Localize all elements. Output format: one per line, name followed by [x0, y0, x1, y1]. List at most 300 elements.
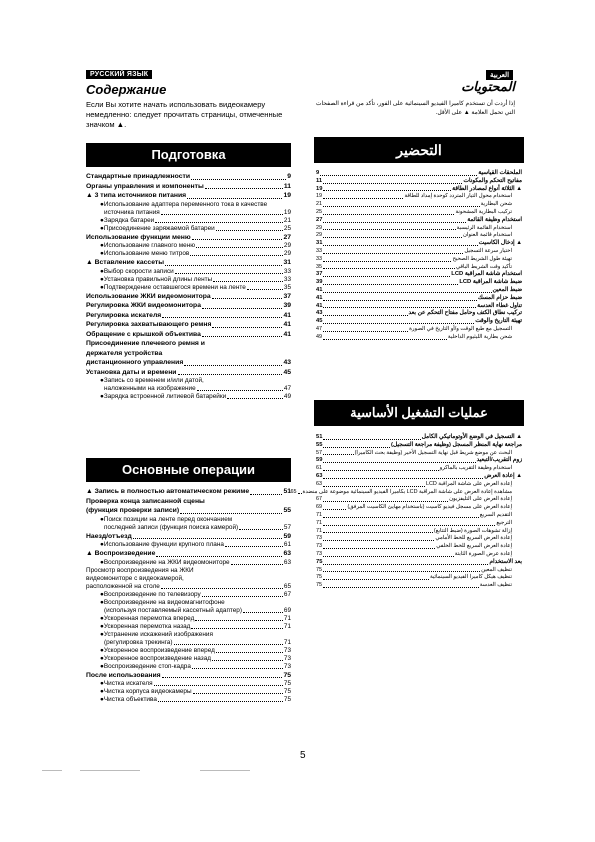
toc-entry — [86, 583, 291, 591]
toc-entry — [86, 268, 291, 276]
toc-entry — [86, 599, 291, 607]
toc-dot-leader — [320, 175, 477, 176]
toc-entry — [86, 191, 291, 201]
toc-entry — [316, 512, 522, 520]
toc-entry — [86, 377, 291, 385]
toc-entry-title: تنظيف المعين — [481, 566, 512, 573]
toc-entry — [86, 497, 291, 507]
toc-entry-title: (регулировка трекинга) — [104, 638, 173, 646]
toc-dot-leader — [161, 588, 283, 589]
toc-dot-leader — [323, 292, 491, 293]
toc-entry-title: Просмотр воспроизведения на ЖКИ — [86, 566, 194, 574]
toc-page-number: 73 — [283, 662, 291, 670]
toc-entry — [316, 520, 522, 528]
toc-entry-title: После использования — [86, 671, 161, 679]
toc-entry-title: مشاهدة إعادة العرض على شاشة المراقبة LCD بكاميرا الفيديو السينمائية موضوعة على منضدة — [302, 488, 512, 495]
toc-page-number: 51 — [283, 488, 291, 495]
toc-page-number: 31 — [283, 259, 291, 266]
toc-page-number: 67 — [283, 590, 291, 598]
toc-entry — [86, 201, 291, 209]
toc-entry-title: ▲ 3 типа источников питания — [86, 192, 187, 199]
toc-dot-leader — [197, 390, 283, 391]
toc-entry — [86, 647, 291, 655]
toc-entry-title: видеомониторе с видеокамерой, — [86, 574, 184, 582]
toc-entry-title: ●Ускоренное воспроизведение вперед — [100, 646, 215, 654]
toc-entry — [316, 465, 522, 473]
toc-page-number: 49 — [283, 393, 291, 400]
toc-dot-leader — [323, 462, 475, 463]
toc-page-number: 61 — [283, 541, 291, 548]
toc-entry — [86, 680, 291, 688]
toc-page-number: 71 — [316, 519, 322, 526]
toc-dot-leader — [323, 268, 455, 269]
toc-page-number: 75 — [316, 566, 322, 573]
toc-page-number: 9 — [287, 173, 291, 180]
toc-entry — [316, 178, 522, 186]
toc-entry-title: ▲ إعادة العرض — [484, 472, 522, 479]
toc-dot-leader — [205, 188, 283, 189]
toc-page-number: 39 — [316, 279, 323, 286]
toc-dot-leader — [323, 206, 480, 207]
toc-entry — [86, 688, 291, 696]
toc-dot-leader — [323, 439, 420, 440]
toc-page-number: 33 — [283, 275, 291, 283]
toc-entry — [86, 623, 291, 631]
toc-entry-title: إعادة العرض السريع للخط الأمامي — [435, 535, 512, 542]
toc-dot-leader — [323, 198, 403, 199]
toc-page-number: 19 — [316, 193, 322, 200]
toc-entry — [86, 696, 291, 704]
toc-entry-title: الترجيع — [496, 519, 512, 526]
toc-entry-title: Проверка конца записанной сцены — [86, 497, 205, 505]
toc-dot-leader — [202, 308, 282, 309]
toc-entry — [86, 516, 291, 524]
toc-dot-leader — [178, 374, 283, 375]
toc-entry — [86, 615, 291, 623]
toc-dot-leader — [212, 298, 283, 299]
toc-entry — [86, 541, 291, 549]
toc-entry — [316, 232, 522, 240]
toc-page-number: 25 — [283, 224, 291, 232]
toc-page-number: 41 — [283, 330, 291, 338]
toc-dot-leader — [323, 331, 408, 332]
toc-entry-title: استخدام وظيفة التقريب بالماكرو — [439, 465, 512, 472]
toc-entry-title: ●Выбор скорости записи — [100, 267, 174, 275]
toc-page-number: 37 — [316, 271, 323, 278]
toc-page-number: 55 — [283, 507, 291, 514]
toc-dot-leader — [165, 265, 282, 266]
toc-entry — [316, 326, 522, 334]
toc-dot-leader — [323, 564, 488, 565]
toc-dot-leader — [175, 273, 283, 274]
toc-page-number: 11 — [316, 177, 323, 184]
toc-page-number: 47 — [316, 325, 322, 332]
toc-entry-title: ●Зарядка батареи — [100, 216, 155, 224]
toc-entry — [316, 551, 522, 559]
toc-entry-title: ●Установка правильной длины ленты — [100, 275, 213, 283]
toc-entry — [86, 250, 291, 258]
toc-dot-leader — [196, 247, 283, 248]
toc-page-number: 63 — [283, 550, 291, 557]
toc-dot-leader — [298, 493, 302, 494]
toc-entry-title: شحن بطارية الليثيوم الداخلية — [447, 333, 512, 340]
toc-dot-leader — [323, 454, 354, 455]
toc-entry — [316, 504, 522, 512]
toc-entry-title: ▲ التسجيل في الوضع الأوتوماتيكي الكامل — [421, 434, 522, 440]
toc-page-number: 37 — [283, 292, 291, 300]
toc-arabic-basic-operations — [290, 434, 522, 590]
toc-entry — [86, 549, 291, 559]
toc-entry-title: الملحقات القياسية — [478, 170, 522, 176]
intro-text-arabic: إذا أردت أن تستخدم كاميرا الفيديو السينمائية على الفور، تأكد من قراءة الصفحات التي تحمل العلامة ▲ على الأقل. — [315, 101, 515, 116]
toc-dot-leader — [155, 222, 283, 223]
toc-entry — [86, 182, 291, 192]
toc-entry-title: ●Зарядка встроенной литиевой батарейки — [100, 393, 227, 400]
toc-entry-title: Использование функции меню — [86, 233, 191, 241]
toc-page-number: 19 — [283, 192, 291, 199]
section-banner-preparation: Подготовка — [86, 143, 291, 167]
toc-entry-title: تركيب البطارية المشحونة — [455, 208, 512, 215]
toc-dot-leader — [323, 447, 390, 448]
toc-entry-title: Присоединение плечевого ремня и — [86, 340, 205, 347]
toc-dot-leader — [239, 529, 283, 530]
toc-entry-title: ●Чистка искателя — [100, 680, 153, 687]
toc-dot-leader — [323, 307, 476, 308]
toc-entry-title: Установка даты и времени — [86, 368, 177, 376]
toc-dot-leader — [323, 501, 448, 502]
toc-entry — [86, 487, 291, 497]
intro-text-russian: Если Вы хотите начать использовать видеокамеру немедленно: следует прочитать страницы, отмеченные значком ▲. — [86, 100, 283, 129]
toc-entry-title: استخدام القائمة الرئيسية — [456, 224, 512, 231]
toc-dot-leader — [174, 644, 283, 645]
toc-dot-leader — [190, 255, 283, 256]
toc-dot-leader — [323, 284, 458, 285]
toc-entry — [86, 655, 291, 663]
toc-page-number: 33 — [316, 255, 322, 262]
toc-entry — [86, 330, 291, 340]
toc-page-number: 59 — [316, 457, 323, 464]
toc-page-number: 35 — [316, 263, 322, 270]
toc-entry-title: إعادة العرض على مسجل فيديو كاسيت (باستخدام مهايئ الكاسيت المرفق) — [347, 504, 512, 511]
toc-entry — [86, 393, 291, 401]
toc-entry-title: اختيار سرعة التسجيل — [464, 247, 512, 254]
toc-page-number: 45 — [283, 368, 291, 376]
toc-entry-title: дистанционного управления — [86, 359, 184, 366]
toc-page-number: 41 — [316, 302, 323, 309]
toc-page-number: 19 — [316, 185, 323, 192]
toc-entry — [86, 639, 291, 647]
toc-entry-title: ●Присоединение заряжаемой батареи — [100, 224, 215, 232]
toc-dot-leader — [162, 677, 283, 678]
toc-entry — [86, 532, 291, 542]
toc-entry-title: ●Воспроизведение по телевизору — [100, 590, 201, 598]
toc-entry — [86, 284, 291, 292]
toc-page-number: 43 — [316, 310, 323, 317]
toc-page-number: 39 — [283, 302, 291, 309]
toc-page-number: 11 — [283, 182, 291, 190]
toc-dot-leader — [323, 587, 479, 588]
toc-entry — [86, 242, 291, 250]
toc-page-number: 55 — [316, 441, 323, 448]
page-title-arabic: المحتويات — [461, 80, 515, 95]
toc-entry-title: ▲ Вставление кассеты — [86, 259, 165, 266]
toc-entry — [316, 582, 522, 590]
toc-entry-title: تناول غطاء العدسة — [477, 302, 522, 309]
toc-page-number: 63 — [316, 472, 323, 479]
toc-entry-title: ●Ускоренная перемотка назад — [100, 622, 191, 630]
toc-entry — [316, 248, 522, 256]
toc-entry-title: استخدام شاشة المراقبة LCD — [451, 271, 522, 278]
toc-dot-leader — [323, 261, 451, 262]
toc-entry-title: ●Подтверждение оставшегося времени на ленте — [100, 283, 246, 291]
toc-page-number: 27 — [316, 216, 323, 223]
toc-entry — [86, 591, 291, 599]
toc-entry-title: Обращение с крышкой объектива — [86, 330, 201, 338]
toc-entry-title: زوم التقريب/التبعيد — [476, 457, 522, 464]
toc-entry-title: расположенной на столе — [86, 582, 160, 590]
toc-entry-title: تنظيف هيكل كاميرا الفيديو السينمائية — [429, 574, 512, 581]
toc-entry — [316, 225, 522, 233]
toc-entry — [316, 287, 522, 295]
toc-dot-leader — [323, 478, 483, 479]
toc-page-number: 59 — [283, 532, 291, 540]
toc-russian-preparation — [86, 172, 291, 401]
toc-page-number: 61 — [316, 465, 322, 472]
toc-dot-leader — [247, 289, 283, 290]
toc-entry-title: ●Воспроизведение на ЖКИ видеомониторе — [100, 558, 230, 566]
toc-dot-leader — [323, 339, 447, 340]
toc-entry — [316, 334, 522, 342]
toc-entry — [86, 276, 291, 284]
toc-entry — [86, 663, 291, 671]
toc-entry-title: التسجيل مع طبع الوقت و/أو التاريخ في الصورة — [409, 325, 512, 332]
toc-entry — [86, 385, 291, 393]
toc-dot-leader — [323, 222, 466, 223]
toc-page-number: 69 — [316, 504, 322, 511]
toc-dot-leader — [133, 538, 283, 539]
toc-page-number: 75 — [316, 558, 323, 565]
toc-entry — [316, 256, 522, 264]
toc-dot-leader — [184, 365, 282, 366]
toc-entry — [86, 368, 291, 378]
toc-entry-title: إعادة عرض الصورة الثابتة — [454, 550, 512, 557]
toc-page-number: 21 — [283, 216, 291, 224]
toc-entry — [86, 358, 291, 368]
toc-entry-title: ●Чистка объектива — [100, 696, 157, 703]
toc-entry-title: تنظيف العدسة — [479, 582, 512, 589]
toc-page-number: 75 — [283, 688, 291, 695]
toc-entry-title: ●Ускоренная перемотка вперед — [100, 614, 195, 622]
toc-page-number: 35 — [283, 283, 291, 291]
toc-dot-leader — [323, 315, 407, 316]
toc-page-number: 9 — [316, 170, 320, 176]
toc-entry-title: держателя устройства — [86, 349, 163, 357]
toc-entry-title: источника питания — [104, 208, 160, 216]
toc-dot-leader — [216, 230, 283, 231]
toc-dot-leader — [225, 546, 283, 547]
toc-entry-title: последней записи (функция поиска камерой) — [104, 523, 239, 531]
toc-entry — [316, 574, 522, 582]
toc-entry — [86, 339, 291, 349]
toc-dot-leader — [323, 571, 480, 572]
toc-dot-leader — [323, 300, 476, 301]
toc-entry-title: ●Ускоренное воспроизведение назад — [100, 654, 211, 662]
toc-page-number: 65 — [283, 582, 291, 590]
toc-dot-leader — [323, 532, 433, 533]
toc-page-number: 41 — [283, 311, 291, 319]
toc-dot-leader — [180, 513, 282, 514]
toc-entry-title: استخدام قائمة العنوان — [462, 232, 512, 239]
toc-entry-title: البحث عن موضع شريط قبل نهاية التسجيل الأخير (وظيفة بحث الكاميرا) — [354, 449, 512, 456]
toc-entry-title: (используя поставляемый кассетный адаптер) — [104, 606, 242, 614]
toc-entry — [86, 233, 291, 243]
toc-dot-leader — [323, 556, 454, 557]
toc-entry — [316, 193, 522, 201]
footer-mark — [200, 770, 250, 771]
toc-entry — [86, 320, 291, 330]
toc-dot-leader — [158, 701, 283, 702]
toc-page-number: 75 — [316, 582, 322, 589]
toc-entry-title: Использование ЖКИ видеомонитора — [86, 292, 211, 300]
toc-entry-title: ●Воспроизведение стоп-кадра — [100, 662, 191, 670]
toc-page-number: 73 — [316, 535, 322, 542]
toc-dot-leader — [323, 525, 495, 526]
toc-entry — [316, 473, 522, 481]
toc-page-number: 33 — [316, 247, 322, 254]
toc-entry-title: إعادة العرض على شاشة المراقبة LCD — [426, 480, 512, 487]
toc-page-number: 57 — [316, 449, 322, 456]
toc-entry — [86, 225, 291, 233]
toc-entry-title: ●Использование меню титров — [100, 250, 190, 257]
toc-entry — [316, 496, 522, 504]
toc-entry-title: إعادة العرض السريع للخط الخلفي — [436, 543, 512, 550]
toc-page-number: 75 — [283, 696, 291, 703]
toc-dot-leader — [243, 612, 283, 613]
toc-entry-title: (функция проверки записи) — [86, 507, 180, 514]
toc-entry-title: Органы управления и компоненты — [86, 182, 204, 190]
toc-dot-leader — [213, 281, 283, 282]
toc-page-number: 73 — [316, 550, 322, 557]
toc-entry-title: ●Воспроизведение на видеомагнитофоне — [100, 598, 225, 606]
toc-entry — [316, 271, 522, 279]
toc-page-number: 71 — [283, 638, 291, 646]
toc-entry-title: تهيئة طول الشريط الصحيح — [452, 255, 512, 262]
toc-dot-leader — [323, 517, 479, 518]
language-tag-arabic: العربية — [486, 70, 513, 80]
toc-page-number: 71 — [283, 614, 291, 622]
toc-dot-leader — [323, 237, 462, 238]
section-banner-preparation-arabic: التحضير — [314, 137, 524, 163]
toc-page-number: 71 — [316, 511, 322, 518]
toc-dot-leader — [323, 183, 462, 184]
toc-dot-leader — [193, 693, 283, 694]
toc-entry — [86, 671, 291, 681]
toc-entry — [86, 631, 291, 639]
toc-entry — [316, 318, 522, 326]
toc-dot-leader — [191, 628, 282, 629]
toc-entry — [316, 170, 522, 178]
toc-entry — [316, 240, 522, 248]
toc-dot-leader — [323, 470, 439, 471]
toc-entry-title: ضبط المعين — [492, 286, 522, 293]
toc-entry-title: Наезд/отъезд — [86, 532, 132, 540]
toc-page-number: 75 — [283, 680, 291, 687]
toc-dot-leader — [323, 540, 434, 541]
toc-dot-leader — [191, 179, 286, 180]
toc-entry — [316, 457, 522, 465]
toc-entry — [86, 217, 291, 225]
toc-page-number: 47 — [283, 385, 291, 392]
toc-page-number: 63 — [316, 480, 322, 487]
toc-entry-title: Стандартные принадлежности — [86, 173, 191, 180]
toc-dot-leader — [195, 620, 283, 621]
toc-entry — [290, 488, 522, 497]
toc-entry-title: ●Поиск позиции на ленте перед окончанием — [100, 515, 233, 523]
toc-entry-title: إعادة العرض على التليفزيون — [449, 496, 512, 503]
toc-entry-title: ●Использование адаптера переменного тока в качестве — [100, 200, 268, 208]
toc-dot-leader — [227, 398, 283, 399]
toc-dot-leader — [162, 317, 282, 318]
toc-page-number: 27 — [283, 233, 291, 241]
toc-entry — [86, 349, 291, 359]
toc-entry-title: ●Запись со временем и/или датой, — [100, 377, 204, 384]
toc-dot-leader — [323, 276, 450, 277]
toc-dot-leader — [154, 685, 283, 686]
toc-entry — [86, 301, 291, 311]
toc-entry-title: Регулировка ЖКИ видеомонитора — [86, 302, 201, 309]
toc-entry — [316, 481, 522, 489]
toc-entry-title: ●Использование главного меню — [100, 242, 196, 249]
toc-page-number: 41 — [316, 286, 323, 293]
toc-entry-title: ●Устранение искажений изображения — [100, 630, 213, 638]
toc-dot-leader — [323, 486, 425, 487]
toc-dot-leader — [202, 336, 283, 337]
language-tag-russian: РУССКИЙ ЯЗЫК — [86, 70, 152, 79]
toc-entry — [86, 575, 291, 583]
toc-entry-title: ضبط حزام المسك — [477, 294, 522, 301]
toc-dot-leader — [323, 509, 346, 510]
section-banner-basic-operations: Основные операции — [86, 458, 291, 482]
toc-dot-leader — [202, 596, 283, 597]
toc-entry-title: Регулировка искателя — [86, 311, 162, 319]
toc-entry — [316, 310, 522, 318]
toc-entry-title: مفاتيح التحكم والمكونات — [463, 177, 522, 184]
toc-entry-title: ضبط شاشة المراقبة LCD — [459, 279, 522, 286]
toc-dot-leader — [216, 652, 283, 653]
footer-mark — [80, 770, 140, 771]
toc-page-number: 19 — [283, 208, 291, 216]
toc-dot-leader — [212, 660, 283, 661]
toc-entry — [316, 217, 522, 225]
toc-entry — [86, 506, 291, 516]
toc-entry-title: استخدام وظيفة القائمة — [467, 216, 522, 223]
toc-dot-leader — [192, 239, 283, 240]
toc-entry — [86, 567, 291, 575]
toc-dot-leader — [323, 229, 456, 230]
toc-page-number: 51 — [316, 434, 323, 440]
toc-arabic-preparation — [316, 170, 522, 342]
section-banner-basic-operations-arabic: عمليات التشغيل الأساسية — [314, 400, 524, 426]
toc-entry — [316, 209, 522, 217]
toc-page-number: 75 — [316, 574, 322, 581]
toc-dot-leader — [231, 564, 283, 565]
toc-dot-leader — [250, 494, 282, 495]
toc-page-number: 65 — [290, 488, 297, 495]
toc-page-number: 57 — [283, 523, 291, 531]
toc-entry-title: ▲ Воспроизведение — [86, 550, 156, 557]
toc-entry-title: تأكيد وقت الشريط الباقي — [455, 263, 512, 270]
toc-entry-title: ●Использование функции крупного плана — [100, 541, 224, 548]
